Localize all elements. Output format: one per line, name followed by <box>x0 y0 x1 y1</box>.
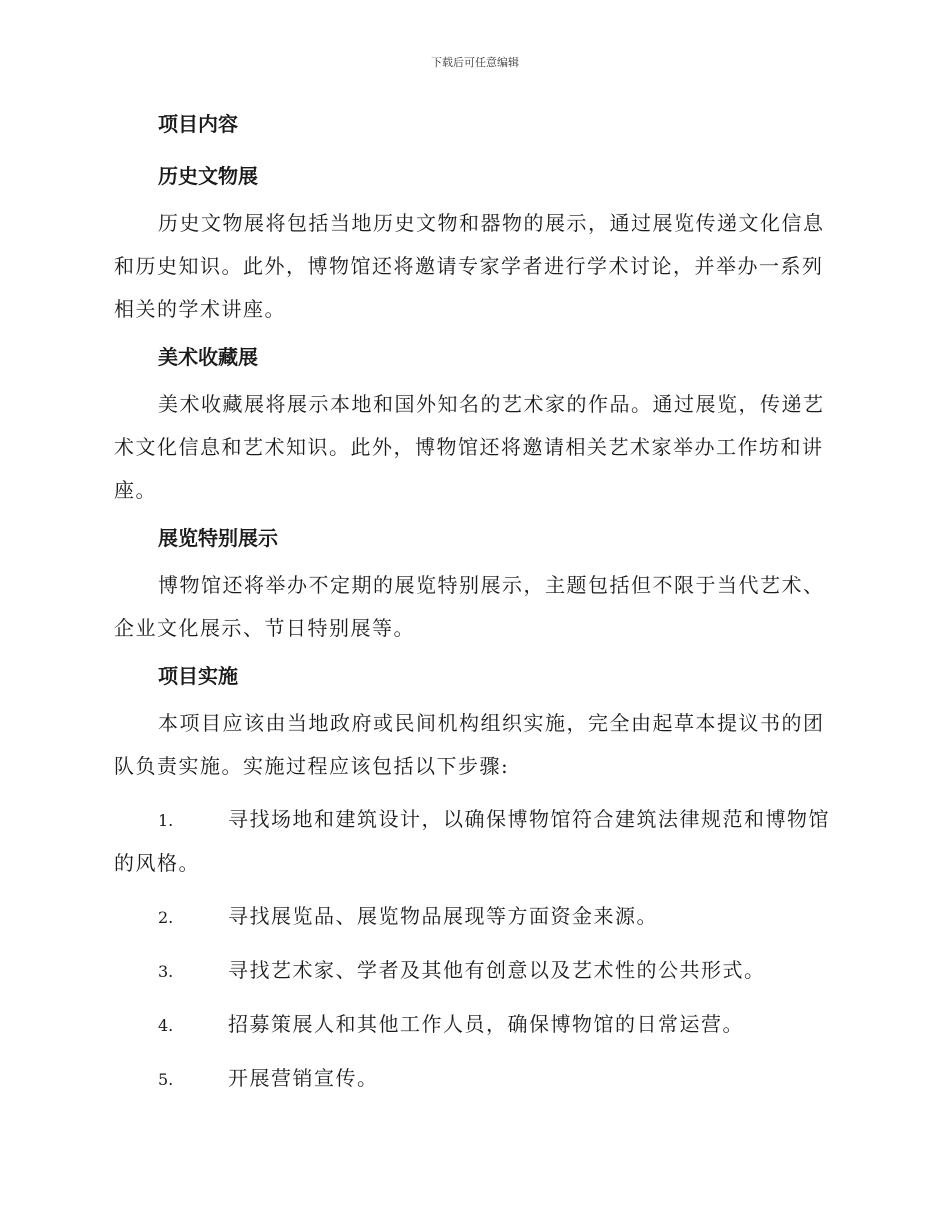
heading-art-collection: 美术收藏展 <box>158 345 258 369</box>
step-item <box>114 1057 834 1101</box>
special-paragraph-line: 企业文化展示、节日特别展等。 <box>114 616 415 640</box>
heading-history-exhibition: 历史文物展 <box>158 164 258 188</box>
art-paragraph-line: 座。 <box>114 478 157 502</box>
history-paragraph-line: 历史文物展将包括当地历史文物和器物的展示，通过展览传递文化信息 <box>158 211 825 235</box>
step-number: 4. <box>158 1016 174 1035</box>
step-text: 招募策展人和其他工作人员，确保博物馆的日常运营。 <box>228 1012 744 1036</box>
step-item <box>114 895 834 939</box>
step-number: 5. <box>158 1070 174 1089</box>
step-item <box>114 1003 834 1047</box>
step-number: 1. <box>158 811 174 830</box>
heading-project-content: 项目内容 <box>158 112 238 136</box>
heading-implementation: 项目实施 <box>158 664 238 688</box>
page-header-note: 下载后可任意编辑 <box>431 56 519 69</box>
step-number: 2. <box>158 908 174 927</box>
heading-special-display: 展览特别展示 <box>158 526 278 550</box>
document-body <box>114 108 834 1101</box>
step-item <box>114 798 834 842</box>
step-text: 寻找场地和建筑设计，以确保博物馆符合建筑法律规范和博物馆 <box>228 807 830 831</box>
art-paragraph-line: 美术收藏展将展示本地和国外知名的艺术家的作品。通过展览，传递艺 <box>158 392 825 416</box>
step-text: 寻找艺术家、学者及其他有创意以及艺术性的公共形式。 <box>228 958 766 982</box>
step-text: 开展营销宣传。 <box>228 1066 379 1090</box>
art-paragraph-line: 术文化信息和艺术知识。此外，博物馆还将邀请相关艺术家举办工作坊和讲 <box>114 435 824 459</box>
step-item <box>114 949 834 993</box>
implementation-paragraph-line: 本项目应该由当地政府或民间机构组织实施，完全由起草本提议书的团 <box>158 711 825 735</box>
step-number: 3. <box>158 962 174 981</box>
implementation-paragraph-line: 队负责实施。实施过程应该包括以下步骤: <box>114 754 510 778</box>
history-paragraph-line: 和历史知识。此外，博物馆还将邀请专家学者进行学术讨论，并举办一系列 <box>114 254 824 278</box>
history-paragraph-line: 相关的学术讲座。 <box>114 297 286 321</box>
special-paragraph-line: 博物馆还将举办不定期的展览特别展示，主题包括但不限于当代艺术、 <box>158 573 825 597</box>
step-text: 寻找展览品、展览物品展现等方面资金来源。 <box>228 904 658 928</box>
step-text-continuation: 的风格。 <box>114 851 200 875</box>
